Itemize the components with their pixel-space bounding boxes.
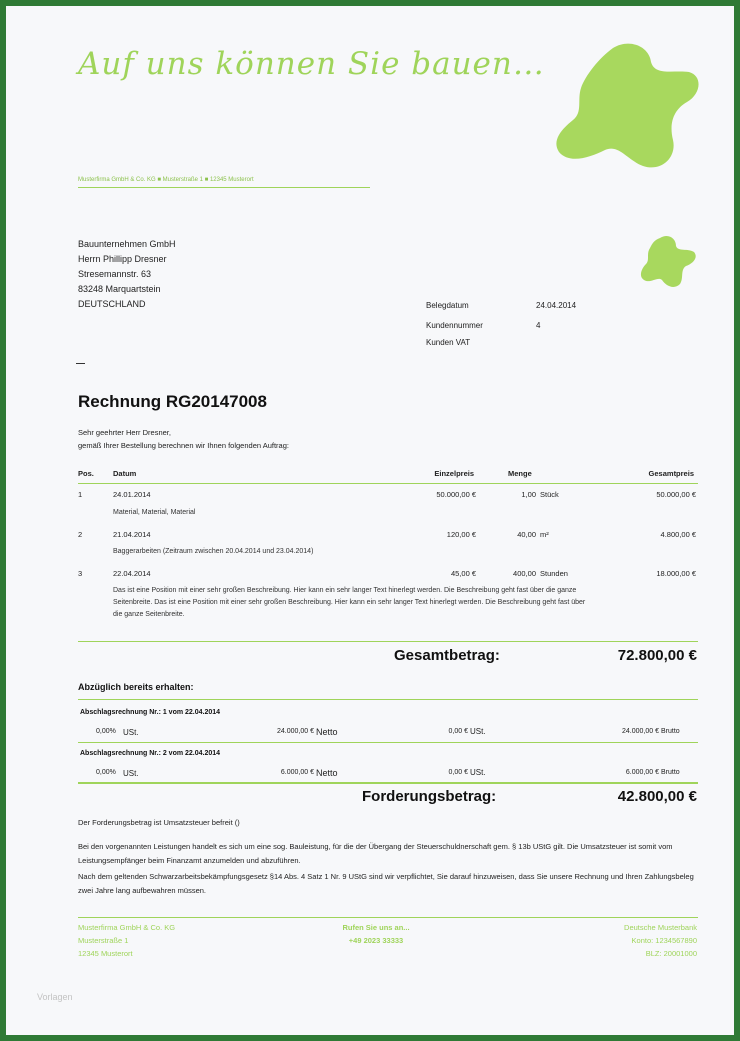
advance2-pct: 0,00% xyxy=(96,769,116,776)
advance1-gross: 24.000,00 € xyxy=(622,728,659,735)
advance2-title: Abschlagsrechnung Nr.: 2 vom 22.04.2014 xyxy=(80,750,221,757)
received-rule xyxy=(78,699,698,700)
row1-desc: Material, Material, Material xyxy=(113,509,196,516)
date-value: 24.04.2014 xyxy=(536,301,577,310)
row1-pos: 1 xyxy=(78,490,83,499)
advance1-rule xyxy=(78,742,698,743)
footer-rule xyxy=(78,917,698,918)
advance1-ust-label: USt. xyxy=(123,728,139,737)
row2-unit: m² xyxy=(540,530,549,539)
row2-qty: 40,00 xyxy=(517,530,536,539)
row3-desc: Das ist eine Position mit einer sehr großen Beschreibung. Hier kann ein sehr langer Text hinerlegt werden. Die Beschreibung geht fast über die ganze Seitenbreite. Das ist eine Position mit einer sehr großen Beschreibung. Hier kann ein sehr langer Text hinerlegt werden. Die Beschreibung geht fast über die ganze Seitenbreite. xyxy=(113,587,586,618)
footer-bank-name: Deutsche Musterbank xyxy=(624,923,697,932)
date-label: Belegdatum xyxy=(426,301,469,310)
footer-bank-blz: BLZ: 20001000 xyxy=(645,949,697,958)
customer-number-label: Kundennummer xyxy=(426,321,483,330)
recipient-company: Bauunternehmen GmbH xyxy=(78,239,176,249)
vat-free-note: Der Forderungsbetrag ist Umsatzsteuer befreit () xyxy=(78,818,240,827)
slogan: Auf uns können Sie bauen… xyxy=(78,46,545,82)
footer-company-city: 12345 Musterort xyxy=(78,949,133,958)
row1-unit-price: 50.000,00 € xyxy=(436,490,476,499)
recipient-street: Stresemannstr. 63 xyxy=(78,269,152,279)
header-rule xyxy=(78,483,698,484)
row2-pos: 2 xyxy=(78,530,83,539)
schwarzarbeit-note: Nach dem geltenden Schwarzarbeitsbekämpfungsgesetz §14 Abs. 4 Satz 1 Nr. 9 UStG sind wir verpflichtet, Sie darauf hinzuweisen, dass Sie unsere Rechnung und Ihren Zahlungsbeleg zwei Jahre lang aufbewahren müssen. xyxy=(78,872,694,895)
footer-company xyxy=(78,921,175,960)
advance1-vat-label: USt. xyxy=(470,727,486,736)
row3-pos: 3 xyxy=(78,569,83,578)
col-header-date: Datum xyxy=(113,469,137,478)
advance1-net: 24.000,00 € xyxy=(277,728,314,735)
advance1-vat: 0,00 € xyxy=(448,728,468,735)
footer-bank xyxy=(546,921,697,960)
advance1-net-label: Netto xyxy=(316,727,338,737)
recipient-name: Herrn Phillipp Dresner xyxy=(78,254,167,264)
footer-company-street: Musterstraße 1 xyxy=(78,936,129,945)
customer-number-value: 4 xyxy=(536,321,541,330)
row2-desc: Baggerarbeiten (Zeitraum zwischen 20.04.2014 und 23.04.2014) xyxy=(113,548,314,555)
footer-call-label: Rufen Sie uns an... xyxy=(342,923,410,932)
row3-qty: 400,00 xyxy=(513,569,536,578)
claim-label: Forderungsbetrag: xyxy=(362,788,497,805)
intro-text xyxy=(78,426,289,452)
advance2-rule xyxy=(78,782,698,784)
footer-company-name: Musterfirma GmbH & Co. KG xyxy=(78,923,176,932)
invoice-title: Rechnung RG20147008 xyxy=(78,392,267,411)
total-label: Gesamtbetrag: xyxy=(394,647,500,664)
row1-qty: 1,00 xyxy=(521,490,536,499)
row1-unit: Stück xyxy=(540,490,559,499)
col-header-total: Gesamtpreis xyxy=(648,469,694,478)
row2-date: 21.04.2014 xyxy=(113,530,151,539)
sender-line: Musterfirma GmbH & Co. KG ■ Musterstraße 1 ■ 12345 Musterort xyxy=(78,177,254,183)
col-header-pos: Pos. xyxy=(78,469,94,478)
advance2-gross-label: Brutto xyxy=(661,769,680,776)
advance2-vat: 0,00 € xyxy=(448,769,468,776)
advance1-title: Abschlagsrechnung Nr.: 1 vom 22.04.2014 xyxy=(80,709,221,716)
recipient-country: DEUTSCHLAND xyxy=(78,299,146,309)
intro-line: gemäß Ihrer Bestellung berechnen wir Ihnen folgenden Auftrag: xyxy=(78,441,289,450)
advance2-gross: 6.000,00 € xyxy=(625,769,659,776)
row3-date: 22.04.2014 xyxy=(113,569,151,578)
footer-bank-account: Konto: 1234567890 xyxy=(631,936,697,945)
row3-total: 18.000,00 € xyxy=(656,569,696,578)
items-end-rule xyxy=(78,641,698,642)
advance2-ust-label: USt. xyxy=(123,769,139,778)
advance1-pct: 0,00% xyxy=(96,728,116,735)
advance2-net: 6.000,00 € xyxy=(280,769,314,776)
fold-mark xyxy=(76,363,85,364)
col-header-unit-price: Einzelpreis xyxy=(434,469,474,478)
row1-total: 50.000,00 € xyxy=(656,490,696,499)
row3-unit: Stunden xyxy=(540,569,568,578)
greeting: Sehr geehrter Herr Dresner, xyxy=(78,428,171,437)
claim-value: 42.800,00 € xyxy=(617,788,697,805)
row1-date: 24.01.2014 xyxy=(113,490,151,499)
col-header-qty: Menge xyxy=(508,469,532,478)
recipient-city: 83248 Marquartstein xyxy=(78,284,161,294)
splash-logo-large-icon xyxy=(551,40,701,175)
splash-logo-small-icon xyxy=(636,234,698,290)
received-label: Abzüglich bereits erhalten: xyxy=(78,682,194,692)
advance2-net-label: Netto xyxy=(316,768,338,778)
row2-unit-price: 120,00 € xyxy=(446,530,476,539)
customer-vat-label: Kunden VAT xyxy=(426,338,471,347)
sender-underline xyxy=(78,187,370,188)
row3-unit-price: 45,00 € xyxy=(450,569,476,578)
footer-phone: +49 2023 33333 xyxy=(348,936,404,945)
advance1-gross-label: Brutto xyxy=(661,728,680,735)
recipient-address xyxy=(78,237,176,312)
footer-contact xyxy=(306,921,446,947)
advance2-vat-label: USt. xyxy=(470,768,486,777)
reverse-charge-note: Bei den vorgenannten Leistungen handelt es sich um eine sog. Bauleistung, für die der Übergang der Steuerschuldnerschaft gem. § 13b UStG gilt. Die Umsatzsteuer ist somit vom Leistungsempfänger beim Finanzamt anzumelden und abzuführen. xyxy=(78,842,673,865)
watermark: Vorlagen xyxy=(37,992,73,1002)
row2-total: 4.800,00 € xyxy=(660,530,696,539)
invoice-page xyxy=(6,6,734,1035)
total-value: 72.800,00 € xyxy=(617,647,697,664)
